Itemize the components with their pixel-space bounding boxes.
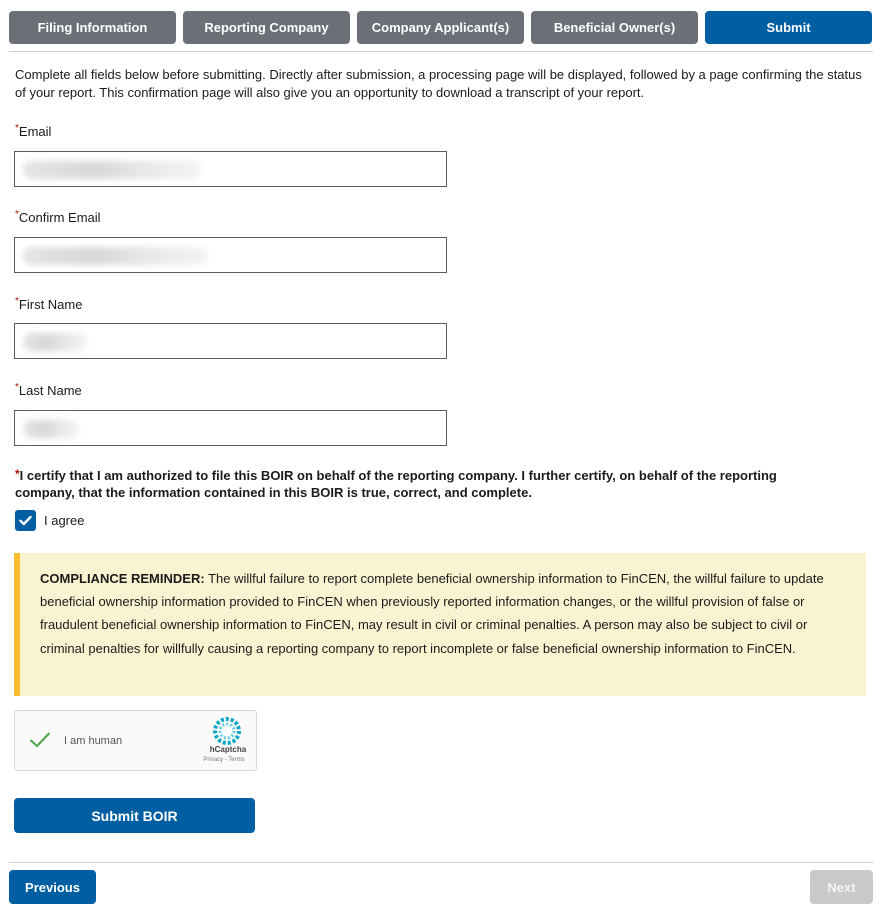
email-label: *Email — [15, 123, 52, 139]
redacted-value — [23, 247, 207, 265]
hcaptcha-widget[interactable] — [14, 710, 257, 771]
intro-text: Complete all fields below before submitting. Directly after submission, a processing page will be displayed, followed by a page confirming the status of your report. This confirmation page will also give you an opportunity to download a transcript of your report. — [15, 67, 862, 100]
required-marker: * — [15, 382, 19, 393]
step-tabs — [9, 11, 872, 44]
submit-boir-button[interactable]: Submit BOIR — [14, 798, 255, 833]
redacted-value — [23, 161, 201, 179]
certification-text: *I certify that I am authorized to file this BOIR on behalf of the reporting company. I further certify, on behalf of the reporting company, that the information contained in this BOIR is true, correct, and complete. — [15, 467, 777, 500]
hcaptcha-logo-icon — [212, 717, 242, 745]
next-button[interactable]: Next — [810, 870, 873, 904]
agree-checkbox[interactable] — [15, 510, 36, 531]
reminder-body: The willful failure to report complete beneficial ownership information to FinCEN, the willful failure to update beneficial ownership information provided to FinCEN when previously reported information changes, or the willful provision of false or fraudulent beneficial ownership information to FinCEN, may result in civil or criminal penalties. A person may also be subject to civil or criminal penalties for willfully causing a reporting company to report incomplete or false beneficial ownership information to FinCEN. — [40, 571, 824, 656]
previous-button[interactable]: Previous — [9, 870, 96, 904]
agree-checkbox-row[interactable] — [15, 510, 84, 531]
captcha-links[interactable]: Privacy - Terms — [203, 757, 245, 763]
required-marker: * — [15, 467, 20, 481]
confirm-email-field[interactable] — [14, 237, 447, 273]
last-name-label: *Last Name — [15, 382, 82, 398]
captcha-brand: hCaptcha — [209, 745, 247, 754]
required-marker: * — [15, 123, 19, 134]
required-marker: * — [15, 209, 19, 220]
tab-reporting-company[interactable]: Reporting Company — [183, 11, 350, 44]
tab-filing-information[interactable]: Filing Information — [9, 11, 176, 44]
redacted-value — [23, 420, 79, 438]
tab-submit[interactable]: Submit — [705, 11, 872, 44]
captcha-label: I am human — [64, 735, 123, 747]
captcha-check-icon — [29, 731, 51, 749]
tab-beneficial-owners[interactable]: Beneficial Owner(s) — [531, 11, 698, 44]
checkmark-icon — [19, 515, 32, 526]
divider — [9, 862, 873, 863]
compliance-reminder — [14, 553, 866, 696]
first-name-label: *First Name — [15, 296, 83, 312]
reminder-heading: COMPLIANCE REMINDER: — [40, 571, 205, 586]
required-marker: * — [15, 296, 19, 307]
divider — [9, 51, 873, 52]
last-name-field[interactable] — [14, 410, 447, 446]
agree-label[interactable]: I agree — [44, 513, 85, 528]
tab-company-applicants[interactable]: Company Applicant(s) — [357, 11, 524, 44]
redacted-value — [23, 333, 87, 351]
confirm-email-label: *Confirm Email — [15, 209, 101, 225]
first-name-field[interactable] — [14, 323, 447, 359]
email-field[interactable] — [14, 151, 447, 187]
